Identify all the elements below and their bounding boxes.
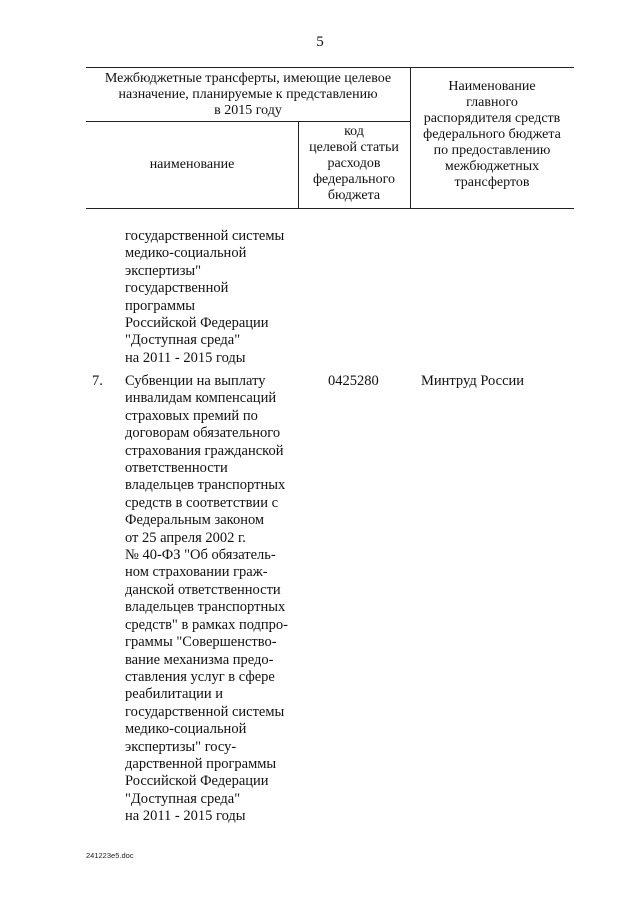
document-footer: 241223е5.doc (86, 851, 134, 860)
text-line: медико-социальной (125, 721, 247, 738)
text-line: экспертизы" госу- (125, 738, 237, 755)
text-line: договорам обязательного (125, 425, 281, 442)
text-line: владельцев транспортных (125, 477, 286, 494)
header-code-line: целевой статьи (309, 140, 399, 155)
header-code-line: бюджета (327, 188, 381, 203)
header-distributor-label (410, 79, 574, 191)
header-distributor-line: по предоставлению (433, 143, 551, 158)
text-line: граммы "Совершенство- (125, 634, 277, 651)
text-line: средств" в рамках подпро- (125, 616, 288, 633)
row-distributor: Минтруд России (421, 373, 525, 389)
text-line: Субвенции на выплату (125, 373, 266, 389)
header-code-line: федерального (312, 172, 396, 187)
header-group-title-line: в 2015 году (214, 103, 282, 118)
header-code-line: расходов (327, 156, 381, 171)
page-number: 5 (316, 34, 324, 50)
text-line: вание механизма предо- (125, 651, 274, 668)
text-line: на 2011 - 2015 годы (125, 349, 246, 366)
row-number: 7. (92, 373, 103, 389)
text-line: государственной системы (125, 228, 285, 244)
text-line: данской ответственности (125, 581, 281, 598)
text-line: средств в соответствии с (125, 494, 279, 511)
header-group-rule (86, 121, 410, 122)
header-code-line: код (344, 124, 364, 139)
text-line: экспертизы" (125, 262, 202, 279)
header-bottom-rule (86, 208, 574, 209)
header-distributor-line: трансфертов (454, 175, 530, 190)
text-line: № 40-ФЗ "Об обязатель- (125, 547, 276, 564)
text-line: программы (125, 297, 195, 314)
text-line: ном страховании граж- (125, 564, 268, 581)
header-name-label: наименование (149, 157, 235, 172)
text-line: страхования гражданской (125, 442, 284, 459)
header-group-title-line: Межбюджетные трансферты, имеющие целевое (104, 71, 392, 86)
continued-row-text (125, 228, 305, 367)
text-line: Федеральным законом (125, 512, 265, 529)
text-line: реабилитации и (125, 686, 224, 703)
header-distributor-line: межбюджетных (444, 159, 540, 174)
row-code: 0425280 (328, 373, 379, 389)
text-line: страховых премий по (125, 407, 258, 424)
text-line: на 2011 - 2015 годы (125, 808, 246, 825)
text-line: "Доступная среда" (125, 790, 241, 807)
text-line: от 25 апреля 2002 г. (125, 529, 246, 546)
text-line: владельцев транспортных (125, 599, 286, 616)
text-line: "Доступная среда" (125, 332, 241, 349)
text-line: медико-социальной (125, 245, 247, 262)
text-line: государственной (125, 280, 229, 297)
header-group-title-line: назначение, планируемые к представлению (118, 87, 378, 102)
table-top-rule (86, 67, 574, 68)
header-distributor-line: федерального бюджета (423, 127, 561, 142)
header-code-label (298, 124, 410, 204)
text-line: Российской Федерации (125, 773, 269, 790)
text-line: государственной системы (125, 703, 285, 720)
header-distributor-line: главного (466, 95, 518, 110)
text-line: инвалидам компенсаций (125, 390, 277, 407)
text-line: Российской Федерации (125, 315, 269, 332)
header-distributor-line: Наименование (448, 79, 536, 94)
text-line: ставления услуг в сфере (125, 668, 275, 685)
text-line: дарственной программы (125, 755, 277, 772)
header-distributor-line: распорядителя средств (423, 111, 561, 126)
header-group-title (86, 71, 410, 119)
text-line: ответственности (125, 460, 228, 477)
row-name (125, 373, 307, 826)
